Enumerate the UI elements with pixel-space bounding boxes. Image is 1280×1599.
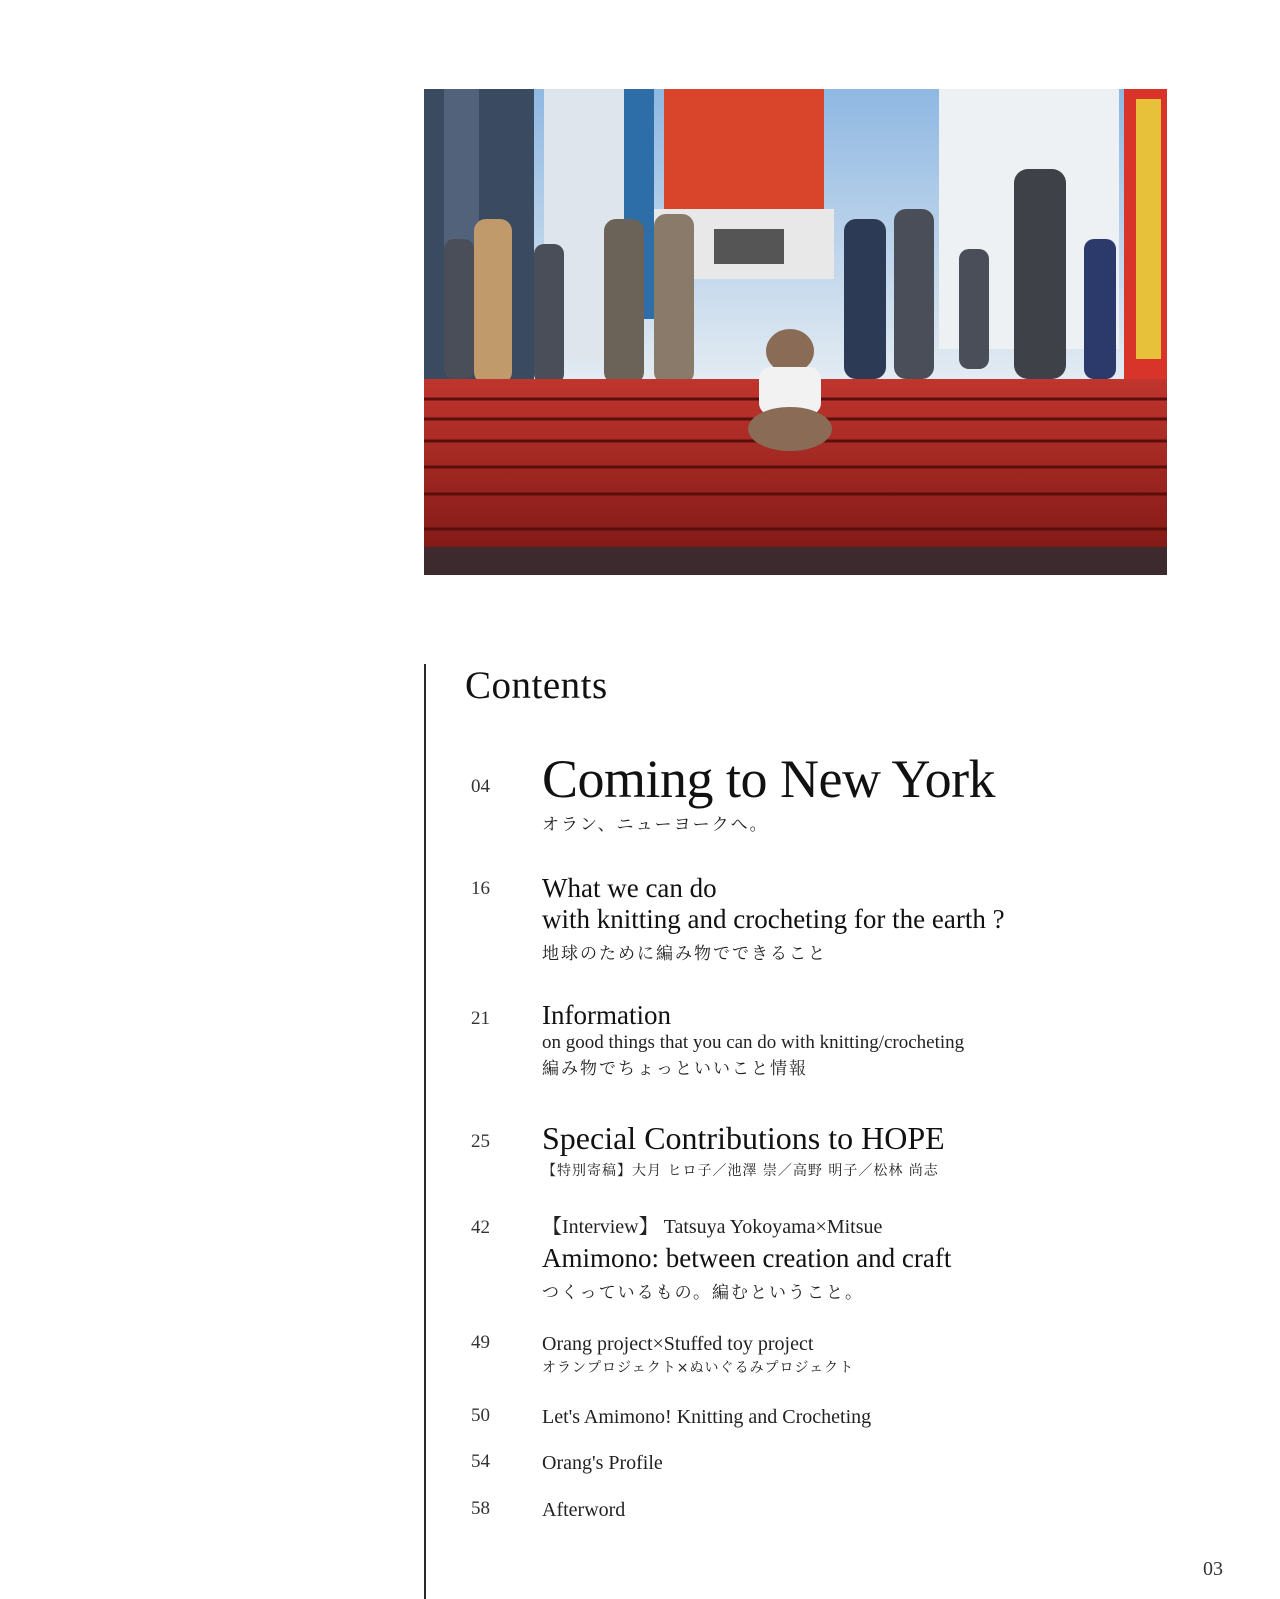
toc-title[interactable]: Orang project×Stuffed toy project [542,1333,814,1355]
toc-subtitle-jp: オランプロジェクト×ぬいぐるみプロジェクト [542,1360,855,1376]
toc-subtitle-jp: つくっているもの。編むということ。 [542,1283,864,1303]
toc-subtitle-jp: オラン、ニューヨークへ。 [542,815,769,835]
toc-page-number: 49 [471,1332,490,1353]
toc-title[interactable]: Amimono: between creation and craft [542,1243,952,1273]
page-number: 03 [1203,1558,1223,1580]
toc-subtitle-en: on good things that you can do with knitting/crocheting [542,1032,965,1053]
toc-subtitle-jp: 編み物でちょっといいこと情報 [542,1059,808,1079]
toc-title-line-2[interactable]: with knitting and crocheting for the earth ? [542,904,1005,934]
photo-times-square-steps-icon [424,89,1167,575]
toc-title[interactable]: Let's Amimono! Knitting and Crocheting [542,1406,872,1428]
toc-page-number: 16 [471,878,490,899]
toc-page-number: 54 [471,1451,490,1472]
cover-photo [424,89,1167,575]
toc-page-number: 50 [471,1405,490,1426]
toc-title-line-1[interactable]: What we can do [542,873,717,903]
toc-page-number: 21 [471,1008,490,1029]
toc-page-number: 58 [471,1498,490,1519]
toc-subtitle-jp: 地球のために編み物でできること [542,944,827,964]
toc-page-number: 04 [471,776,490,797]
toc-page-number: 25 [471,1131,490,1152]
toc-kicker: 【Interview】 Tatsuya Yokoyama×Mitsue [542,1216,883,1238]
toc-title[interactable]: Afterword [542,1499,626,1521]
contents-heading: Contents [465,664,608,707]
toc-title[interactable]: Information [542,1000,671,1030]
vertical-rule [424,664,426,1599]
toc-subtitle-jp: 【特別寄稿】大月 ヒロ子／池澤 崇／高野 明子／松林 尚志 [542,1163,939,1179]
toc-page-number: 42 [471,1217,490,1238]
toc-title[interactable]: Coming to New York [542,749,996,809]
toc-title[interactable]: Orang's Profile [542,1452,663,1474]
toc-title[interactable]: Special Contributions to HOPE [542,1120,945,1156]
